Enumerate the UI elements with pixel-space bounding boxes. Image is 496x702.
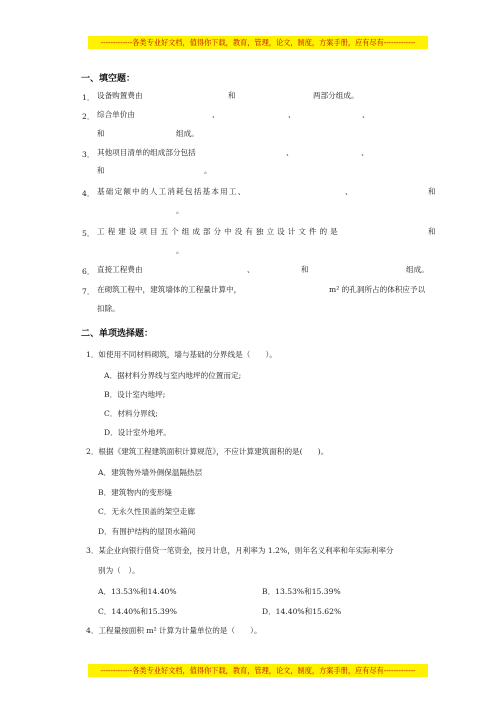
item-text: 组成。	[406, 265, 429, 274]
question-stem: 4．工程量按面积 m² 计算为计量单位的是（ ）。	[86, 626, 262, 635]
item-text: 和	[428, 227, 436, 236]
item-text: 工程建设项目五个组成部分中没有独立设计文件的是	[97, 227, 341, 236]
item-text: 其他项目清单的组成部分包括	[97, 148, 196, 157]
item-text: 扣除。	[97, 304, 120, 313]
option-a: A．据材料分界线与室内地坪的位置而定;	[104, 371, 242, 380]
item-text: 。	[204, 166, 212, 175]
item-text: 。	[176, 246, 184, 255]
item-text: 。	[176, 206, 184, 215]
item-text: 两部分组成。	[313, 91, 359, 100]
option-b: B．设计室内地坪;	[104, 390, 166, 399]
item-text: 、	[361, 148, 369, 157]
item-text: 基础定额中的人工消耗包括基本用工、	[97, 187, 247, 196]
item-text: 直接工程费由	[97, 265, 143, 274]
item-number: 4．	[82, 189, 95, 198]
option-d: D．14.40%和15.62%	[262, 607, 342, 616]
item-number: 3．	[82, 150, 95, 159]
item-text: 、	[362, 110, 370, 119]
item-number: 6．	[82, 267, 95, 276]
section-title-fill-blank: 一、填空题：	[81, 74, 136, 84]
item-text: 设备购置费由	[97, 91, 143, 100]
question-stem: 1．如使用不同材料砌筑，墙与基础的分界线是（ ）。	[86, 350, 277, 359]
item-text: 和	[301, 265, 309, 274]
item-text: 和	[97, 166, 105, 175]
option-c: C．材料分界线;	[104, 409, 158, 418]
option-c: C．无永久性顶盖的架空走廊	[98, 507, 195, 516]
item-text: m² 的孔洞所占的体积应予以	[329, 285, 426, 294]
item-text: 在砌筑工程中，建筑墙体的工程量计算中，	[97, 285, 242, 294]
item-number: 2．	[82, 112, 95, 121]
item-text: 、	[212, 110, 220, 119]
option-c: C．14.40%和15.39%	[98, 607, 177, 616]
header-banner: -------------各类专业好文档，值得你下载，教育，管理，论文，制度，方案手册，应有尽有-------------	[88, 36, 428, 49]
option-b: B．13.53%和15.39%	[262, 587, 341, 596]
option-d: D．有围护结构的屋顶水箱间	[98, 527, 196, 536]
question-stem: 2．根据《建筑工程建筑面积计算规范》，不应计算建筑面积的是( )。	[86, 447, 329, 456]
item-number: 5．	[82, 229, 95, 238]
item-text: 、	[286, 148, 294, 157]
footer-banner: -------------各类专业好文档，值得你下载，教育，管理，论文，制度，方案手册，应有尽有-------------	[88, 664, 428, 677]
item-text: 和	[428, 187, 436, 196]
item-text: 、	[288, 110, 296, 119]
option-d: D．设计室外地坪。	[104, 428, 171, 437]
question-stem: 3．某企业向银行借贷一笔资金，按月计息，月利率为 1.2%，则年名义利率和年实际利率分	[86, 546, 394, 555]
option-a: A．13.53%和14.40%	[98, 587, 177, 596]
section-title-single-choice: 二、单项选择题：	[81, 329, 154, 339]
question-stem-cont: 别为（ ）。	[98, 566, 140, 575]
item-number: 1．	[82, 93, 95, 102]
item-text: 、	[247, 265, 255, 274]
option-b: B．建筑物内的变形缝	[98, 488, 172, 497]
item-text: 、	[345, 187, 353, 196]
item-text: 组成。	[176, 129, 199, 138]
option-a: A．建筑物外墙外侧保温隔热层	[98, 468, 203, 477]
item-text: 和	[97, 129, 105, 138]
item-text: 综合单价由	[97, 110, 135, 119]
item-number: 7．	[82, 287, 95, 296]
item-text: 和	[228, 91, 236, 100]
